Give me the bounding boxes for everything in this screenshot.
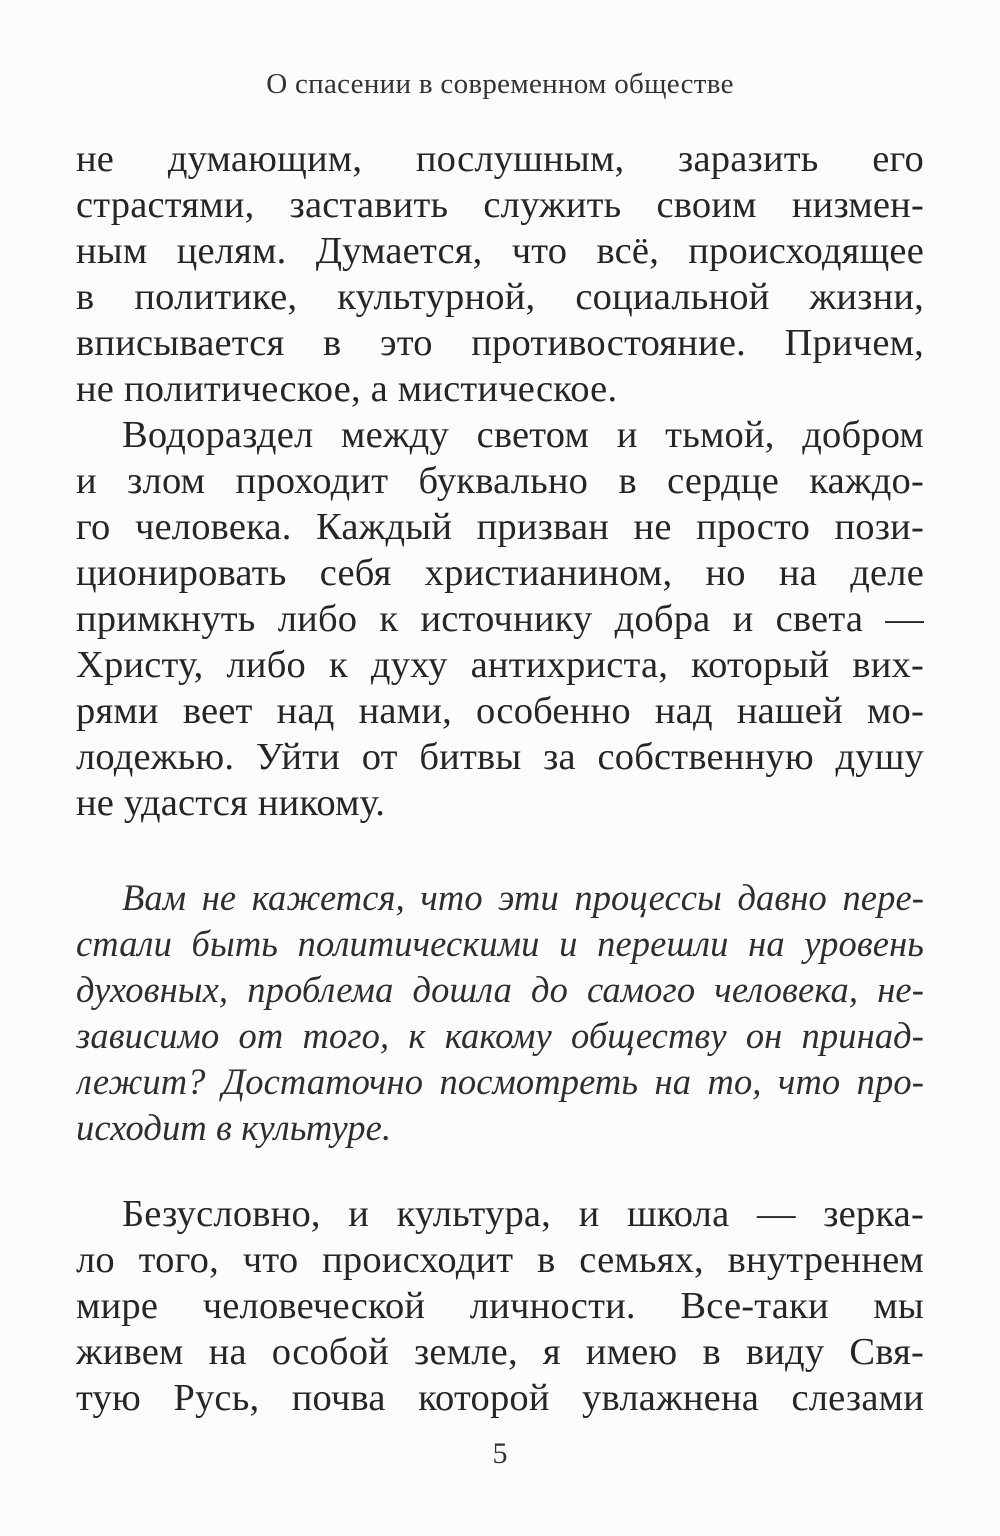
text-line: тую Русь, почва которой увлажнена слезами bbox=[76, 1377, 924, 1419]
paragraph-3 bbox=[76, 1191, 924, 1421]
text-line: ло того, что происходит в семьях, внутреннем bbox=[76, 1239, 924, 1281]
text-line: лодежью. Уйти от битвы за собственную душу bbox=[76, 736, 924, 778]
text-line: мире человеческой личности. Все-таки мы bbox=[76, 1285, 924, 1327]
text-line: зависимо от того, к какому обществу он принад- bbox=[76, 1015, 924, 1056]
text-line: не удастся никому. bbox=[76, 782, 386, 824]
text-line: и злом проходит буквально в сердце каждо- bbox=[76, 460, 924, 502]
text-line: страстями, заставить служить своим низмен- bbox=[76, 184, 924, 226]
text-line: ным целям. Думается, что всё, происходящее bbox=[76, 230, 924, 272]
text-line: исходит в культуре. bbox=[76, 1107, 392, 1148]
paragraph-2 bbox=[76, 412, 924, 826]
text-block bbox=[76, 136, 924, 1421]
page-number: 5 bbox=[492, 1437, 508, 1470]
text-line: ционировать себя христианином, но на деле bbox=[76, 552, 924, 594]
text-line: Водораздел между светом и тьмой, добром bbox=[122, 414, 924, 456]
text-line: живем на особой земле, я имею в виду Свя- bbox=[76, 1331, 924, 1373]
text-line: Безусловно, и культура, и школа — зерка- bbox=[122, 1193, 924, 1235]
text-line: не политическое, а мистическое. bbox=[76, 368, 618, 410]
text-line: в политике, культурной, социальной жизни, bbox=[76, 276, 924, 318]
text-line: Вам не кажется, что эти процессы давно пере- bbox=[122, 877, 924, 918]
text-line: Христу, либо к духу антихриста, который вих- bbox=[76, 644, 924, 686]
text-line: стали быть политическими и перешли на уровень bbox=[76, 923, 924, 964]
text-line: вписывается в это противостояние. Причем, bbox=[76, 322, 924, 364]
text-line: духовных, проблема дошла до самого человека, не- bbox=[76, 969, 924, 1010]
text-line: лежит? Достаточно посмотреть на то, что про- bbox=[76, 1061, 924, 1102]
interview-question bbox=[76, 875, 924, 1151]
paragraph-1 bbox=[76, 136, 924, 412]
text-line: не думающим, послушным, заразить его bbox=[76, 138, 924, 180]
text-line: примкнуть либо к источнику добра и света — bbox=[76, 598, 924, 640]
text-line: рями веет над нами, особенно над нашей мо- bbox=[76, 690, 924, 732]
text-line: го человека. Каждый призван не просто пози- bbox=[76, 506, 924, 548]
running-head: О спасении в современном обществе bbox=[266, 68, 734, 100]
